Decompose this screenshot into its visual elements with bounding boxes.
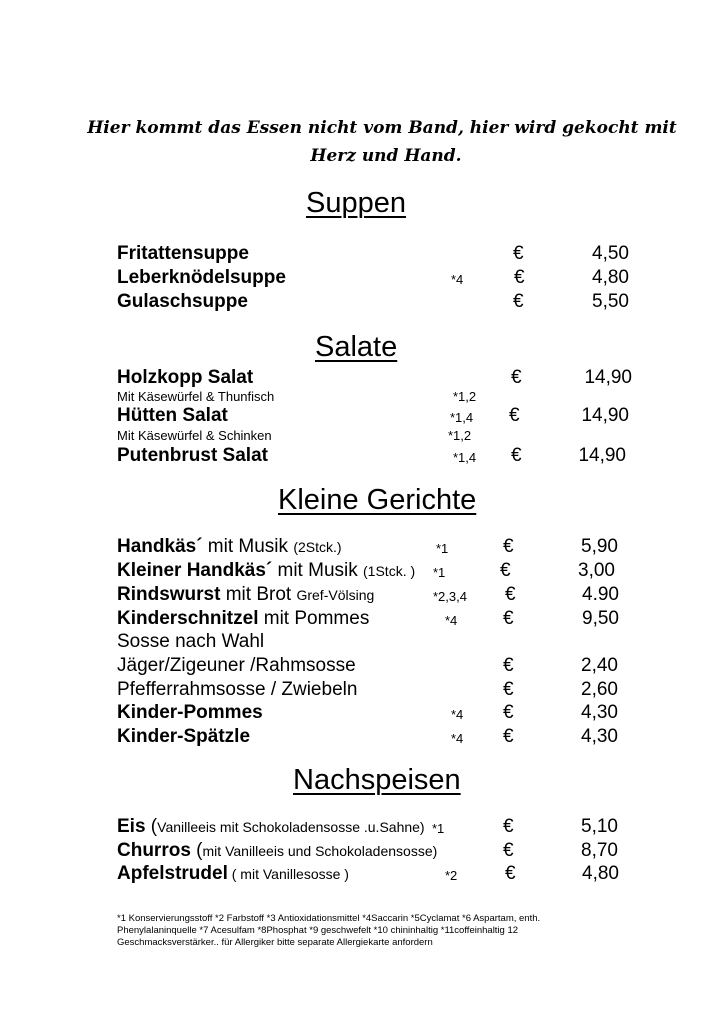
additive-note: *1,4 [453,450,477,465]
item-name: Putenbrust Salat [117,445,268,466]
item-name: Sosse nach Wahl [117,631,265,652]
item-price: 14,90 [584,367,632,388]
item-description: Mit Käsewürfel & Thunfisch [117,389,275,404]
item-price: 2,40 [581,655,618,676]
footnote-line-3: Geschmacksverstärker.. für Allergiker bitte separate Allergiekarte anfordern [117,937,433,948]
item-price: 9,50 [582,608,619,629]
item-name-line: Apfelstrudel ( mit Vanillesosse ) [117,863,349,884]
item-name: Hütten Salat [117,405,228,426]
footnote-line-2: Phenylalaninquelle *7 Acesulfam *8Phosphat *9 geschwefelt *10 chininhaltig *11coffeinhaltig 12 [117,925,519,936]
item-price: 3,00 [578,560,615,581]
item-name: Kinder-Spätzle [117,726,251,747]
currency-symbol: € [503,608,514,629]
item-price: 14,90 [581,405,629,426]
item-price: 4,50 [592,243,629,264]
additive-note: *1 [436,541,449,556]
additive-note: *1 [433,565,446,580]
item-price: 4,80 [592,267,629,288]
additive-note: *1,2 [453,389,477,404]
additive-note: *4 [451,272,464,287]
currency-symbol: € [503,726,514,747]
item-price: 5,50 [592,291,629,312]
item-name: Jäger/Zigeuner /Rahmsosse [117,655,356,676]
item-name: Fritattensuppe [117,243,249,264]
item-name-line: Kinderschnitzel mit Pommes [117,608,370,629]
currency-symbol: € [503,679,514,700]
currency-symbol: € [500,560,511,581]
item-name: Holzkopp Salat [117,367,254,388]
item-name-line: Kleiner Handkäs´ mit Musik (1Stck. ) [117,560,416,581]
item-price: 5,10 [581,816,618,837]
currency-symbol: € [505,584,516,605]
currency-symbol: € [513,243,524,264]
item-price: 8,70 [581,840,618,861]
item-price: 5,90 [581,536,618,557]
footnote-line-1: *1 Konservierungsstoff *2 Farbstoff *3 Antioxidationsmittel *4Saccarin *5Cyclamat *6 Aspartam, enth. [117,913,541,924]
currency-symbol: € [503,536,514,557]
additive-note: *1 [432,821,445,836]
currency-symbol: € [503,816,514,837]
item-price: 4,30 [581,726,618,747]
currency-symbol: € [503,840,514,861]
additive-note: *2 [445,868,458,883]
currency-symbol: € [513,291,524,312]
currency-symbol: € [511,445,522,466]
item-price: 4,80 [582,863,619,884]
additive-note: *4 [451,707,464,722]
item-name-line: Rindswurst mit Brot Gref-Völsing [117,584,375,605]
item-price: 4.90 [582,584,619,605]
item-description: Mit Käsewürfel & Schinken [117,428,272,443]
currency-symbol: € [503,702,514,723]
item-price: 2,60 [581,679,618,700]
slogan-line-2: Herz und Hand. [310,146,462,166]
additive-note: *4 [451,731,464,746]
additive-note: *1,2 [448,428,472,443]
slogan-line-1: Hier kommt das Essen nicht vom Band, hier wird gekocht mit [87,118,677,138]
item-name-line: Eis (Vanilleeis mit Schokoladensosse .u.Sahne) [117,816,425,837]
currency-symbol: € [503,655,514,676]
additive-note: *1,4 [450,410,474,425]
section-title-suppen: Suppen [306,187,406,219]
item-price: 14,90 [578,445,626,466]
section-title-nachspeisen: Nachspeisen [293,764,461,796]
item-price: 4,30 [581,702,618,723]
item-name-line: Churros (mit Vanilleeis und Schokoladensosse) [117,840,438,861]
currency-symbol: € [514,267,525,288]
section-title-kleine-gerichte: Kleine Gerichte [278,484,477,516]
item-name-line: Handkäs´ mit Musik (2Stck.) [117,536,342,557]
currency-symbol: € [505,863,516,884]
section-title-salate: Salate [315,331,398,363]
item-name: Kinder-Pommes [117,702,263,723]
currency-symbol: € [509,405,520,426]
currency-symbol: € [511,367,522,388]
additive-note: *2,3,4 [433,589,467,604]
additive-note: *4 [445,613,458,628]
item-name: Gulaschsuppe [117,291,248,312]
item-name: Leberknödelsuppe [117,267,286,288]
item-name: Pfefferrahmsosse / Zwiebeln [117,679,358,700]
